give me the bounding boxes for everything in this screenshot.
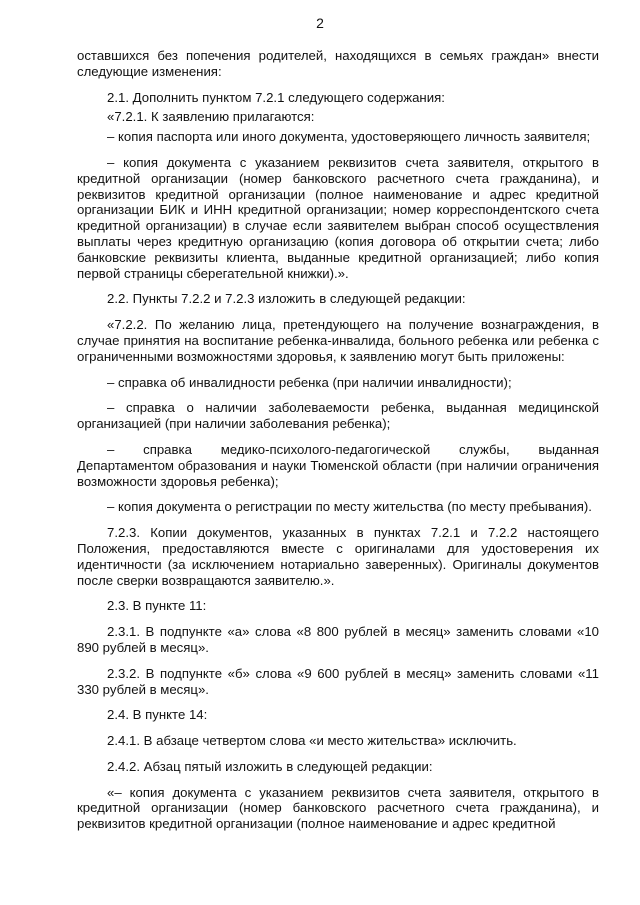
paragraph: – справка медико-психолого-педагогической службы, выданная Департаментом образования и науки Тюменской области (при наличии ограничения возможности здоровья ребенка); — [77, 441, 599, 489]
paragraph: – копия документа о регистрации по месту жительства (по месту пребывания). — [107, 499, 592, 515]
paragraph: «7.2.2. По желанию лица, претендующего на получение вознаграждения, в случае принятия на воспитание ребенка-инвалида, больного ребенка или ребенка с ограниченными возможностями здоровья, к заявлению могут быть приложены: — [77, 317, 599, 364]
paragraph: – справка об инвалидности ребенка (при наличии инвалидности); — [107, 374, 512, 390]
paragraph: 7.2.3. Копии документов, указанных в пунктах 7.2.1 и 7.2.2 настоящего Положения, предоставляются вместе с оригиналами для удостоверения их идентичности (за исключением нотариально заверенных). Оригиналы документов после сверки возвращаются заявителю.». — [77, 525, 599, 588]
paragraph: 2.4. В пункте 14: — [107, 707, 208, 723]
paragraph: «7.2.1. К заявлению прилагаются: — [107, 109, 315, 125]
paragraph: – копия паспорта или иного документа, удостоверяющего личность заявителя; — [107, 129, 591, 145]
paragraph: 2.3.2. В подпункте «б» слова «9 600 рублей в месяц» заменить словами «11 330 рублей в месяц». — [77, 665, 599, 697]
paragraph: 2.3. В пункте 11: — [107, 598, 207, 614]
paragraph: 2.3.1. В подпункте «а» слова «8 800 рублей в месяц» заменить словами «10 890 рублей в месяц». — [77, 624, 599, 655]
paragraph: оставшихся без попечения родителей, находящихся в семьях граждан» внести следующие изменения: — [77, 48, 599, 79]
paragraph: «– копия документа с указанием реквизитов счета заявителя, открытого в кредитной организации (номер банковского расчетного счета гражданина), и реквизитов кредитной организации (полное наименование и адрес кредитной — [77, 784, 599, 832]
paragraph: 2.4.2. Абзац пятый изложить в следующей редакции: — [107, 758, 433, 774]
paragraph: 2.2. Пункты 7.2.2 и 7.2.3 изложить в следующей редакции: — [107, 291, 466, 307]
page-number: 2 — [316, 15, 324, 31]
paragraph: – копия документа с указанием реквизитов счета заявителя, открытого в кредитной организации (номер банковского расчетного счета гражданина), и реквизитов кредитной организации (полное наименование и адрес кредитной организации БИК и ИНН кредитной организации; номер корреспондентского счета кредитной организации) в случае если заявителем выбран способ осуществления выплаты через кредитную организацию (копия договора об открытии счета; либо банковские реквизиты клиента, выданные кредитной организацией; либо копия первой страницы сберегательной книжки).». — [77, 154, 599, 281]
paragraph: – справка о наличии заболеваемости ребенка, выданная медицинской организацией (при наличии заболевания ребенка); — [77, 400, 599, 432]
document-body — [77, 48, 599, 842]
paragraph: 2.1. Дополнить пунктом 7.2.1 следующего содержания: — [107, 89, 445, 105]
paragraph: 2.4.1. В абзаце четвертом слова «и место жительства» исключить. — [107, 733, 517, 749]
